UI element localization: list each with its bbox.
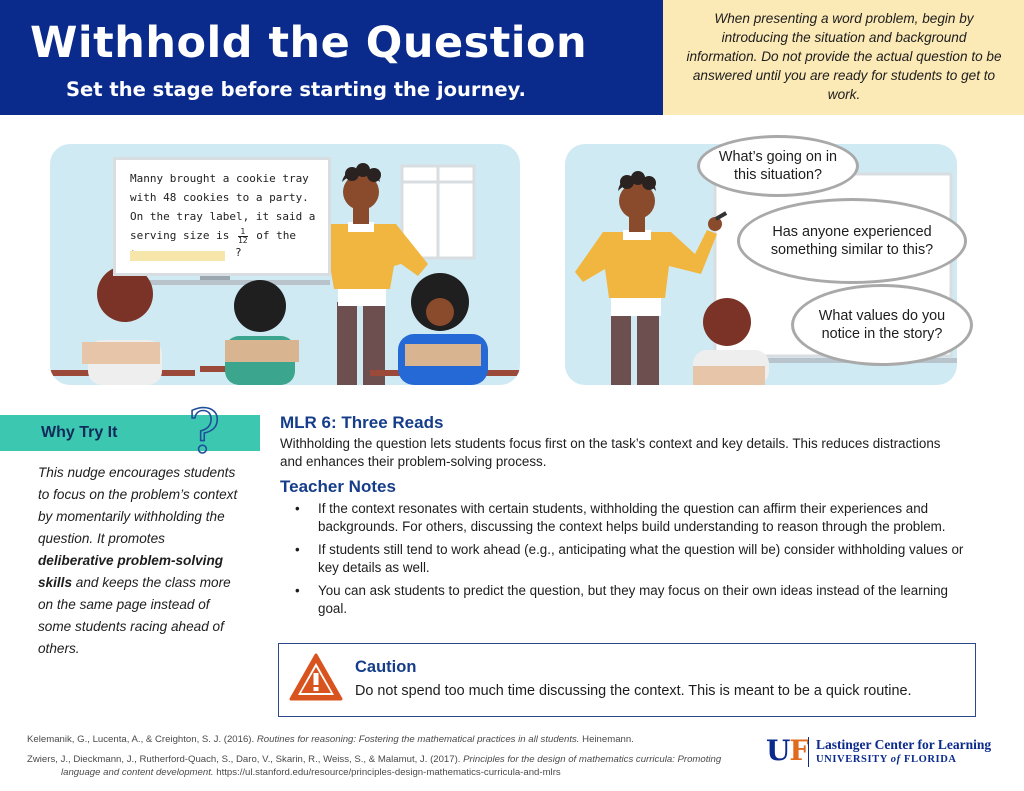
intro-text: When presenting a word problem, begin by introducing the situation and background information. Do not provide the actual question to be answered until you are ready for students to get to work. <box>686 11 1002 102</box>
hidden-question-bar <box>130 251 225 261</box>
word-problem-text: Manny brought a cookie tray with 48 cookies to a party. On the tray label, it said a serving size is $\frac{1}{12}$ of the <box>130 172 316 245</box>
reference-url[interactable]: https://ul.stanford.edu/resource/principles-design-mathematics-curricula-and-mlrs <box>216 767 561 778</box>
whiteboard <box>113 157 331 276</box>
teacher-note-item: • You can ask students to predict the question, but they may focus on their own ideas instead of the learning goal. <box>280 582 970 618</box>
mlr-text: Withholding the question lets students focus first on the task’s context and key details. This reduces distractions and enhances their problem-solving process. <box>280 436 941 469</box>
speech-bubble-context: What’s going on in this situation? <box>697 135 859 197</box>
teacher-note-item: • If students still tend to work ahead (e.g., anticipating what the question will be) consider withholding values or key details as well. <box>280 541 970 577</box>
references <box>27 733 747 786</box>
lastinger-center-name: Lastinger Center for Learning <box>816 737 992 752</box>
fraction-numerator: 1 <box>238 228 248 237</box>
page-title: Withhold the Question <box>30 18 588 68</box>
speech-bubble-experience: Has anyone experienced something similar to this? <box>737 198 967 284</box>
fraction-denominator: 12 <box>237 235 248 245</box>
question-mark-icon <box>186 400 234 458</box>
why-heading: Why Try It <box>41 424 118 441</box>
teacher-notes-heading: Teacher Notes <box>280 477 396 496</box>
why-bold-text: deliberative problem-solving skills <box>38 553 224 590</box>
uf-logo: UF <box>766 734 809 767</box>
reference-item: Kelemanik, G., Lucenta, A., & Creighton, S. J. (2016). Routines for reasoning: Fostering the mathematical practices in all students. Heinemann. <box>27 734 634 745</box>
why-text: This nudge encourages students to focus on the problem’s context by momentarily withholding the question. It promotes deliberative problem-solving skills and keeps the class more on the same page instead of some students racing ahead of others. <box>38 465 238 656</box>
hidden-question-mark: ? <box>235 246 242 259</box>
page-subtitle: Set the stage before starting the journey. <box>66 78 526 101</box>
classroom-illustration-left <box>50 144 520 385</box>
teacher-note-item: • If the context resonates with certain students, withholding the question can affirm their experiences and backgrounds. For others, discussing the context helps build understanding to reason through the problem. <box>280 500 970 536</box>
svg-text:?: ? <box>188 400 221 458</box>
mlr-heading: MLR 6: Three Reads <box>280 413 444 432</box>
caution-text: Do not spend too much time discussing the context. This is meant to be a quick routine. <box>355 683 912 699</box>
warning-triangle-icon <box>288 652 344 702</box>
university-name: UNIVERSITY of FLORIDA <box>816 754 957 765</box>
speech-bubble-values: What values do you notice in the story? <box>791 284 973 366</box>
caution-box <box>278 643 976 717</box>
logo-divider <box>808 737 809 767</box>
reference-item: Zwiers, J., Dieckmann, J., Rutherford-Quach, S., Daro, V., Skarin, R., Weiss, S., & Malamut, J. (2017). Principles for the design of mathematics curricula: Promoting language and content development. https://ul.stanford.edu/resource/principles-design-mathematics-curricula-and-mlrs <box>27 754 722 778</box>
caution-title: Caution <box>355 658 417 676</box>
teacher-notes-list <box>280 500 970 623</box>
